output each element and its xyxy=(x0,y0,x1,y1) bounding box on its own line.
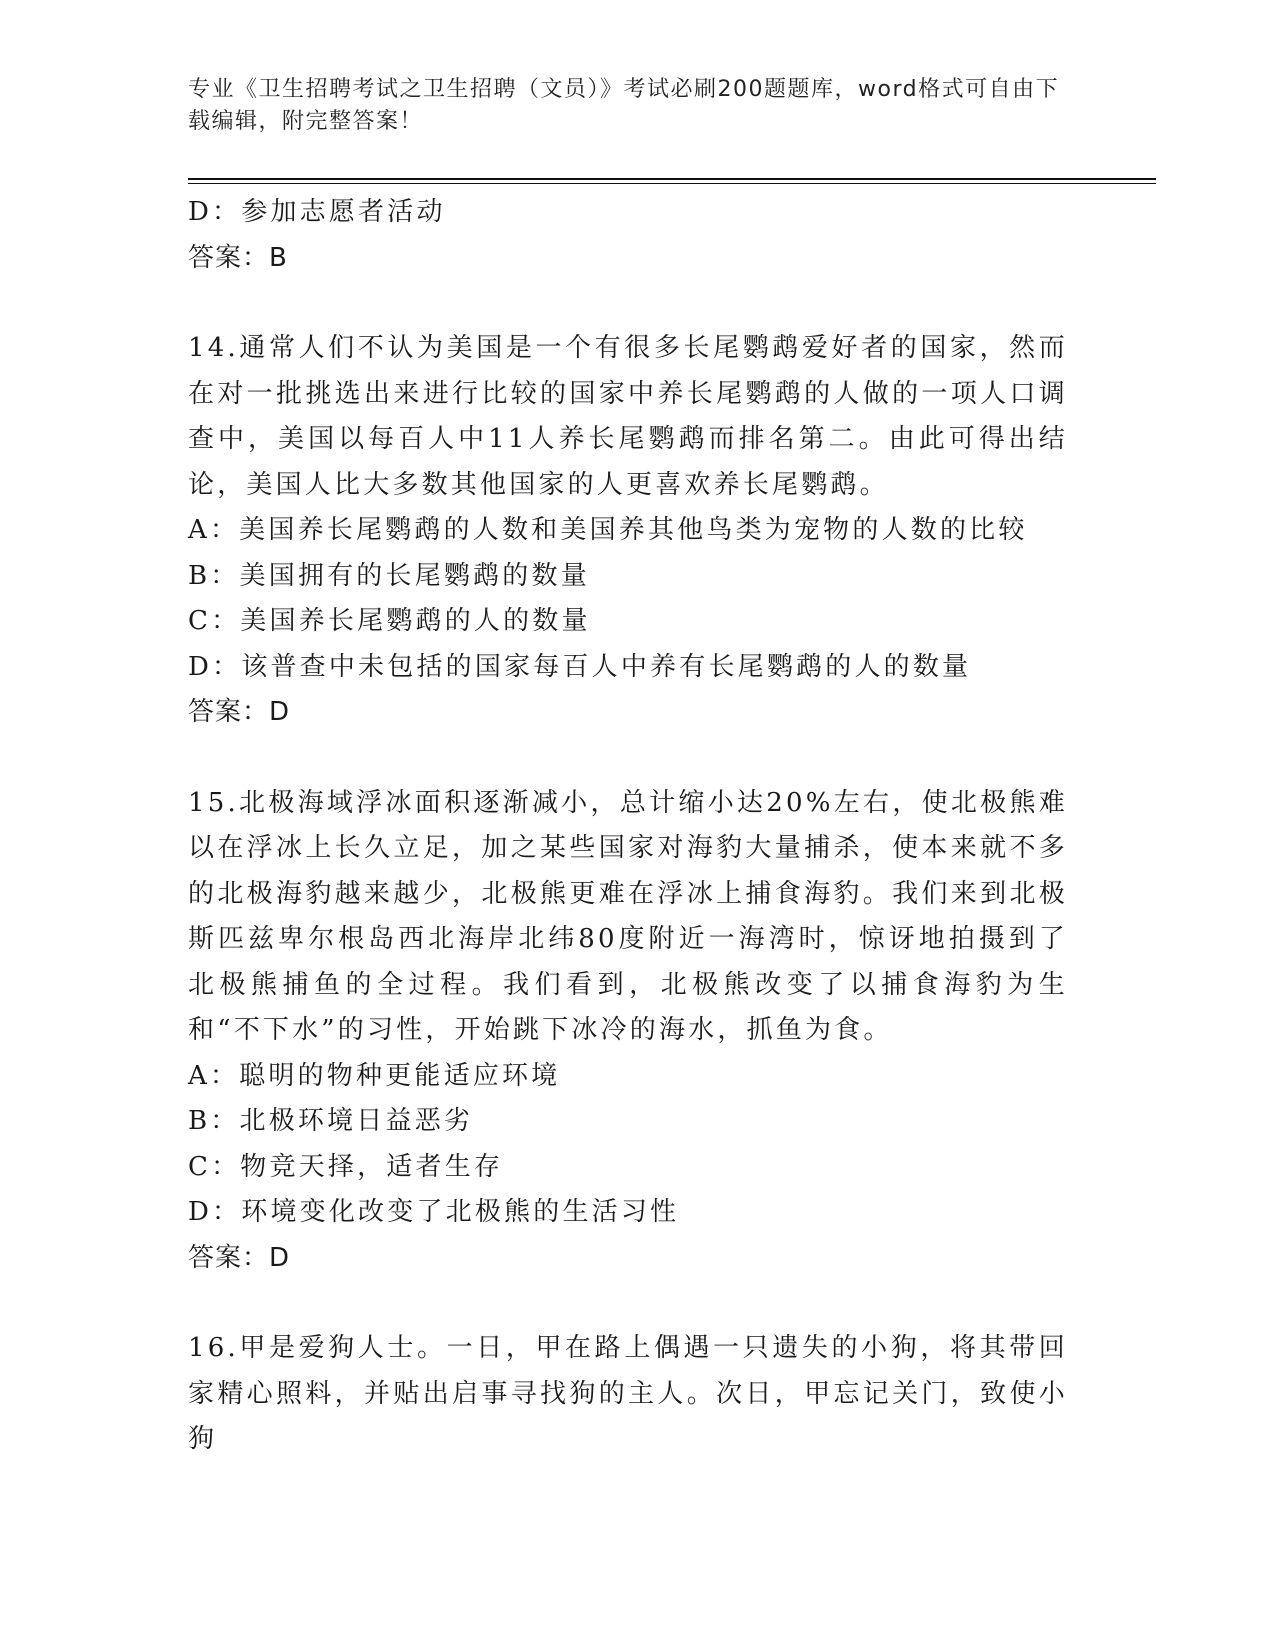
q16-stem: 16.甲是爱狗人士。一日，甲在路上偶遇一只遗失的小狗，将其带回家精心照料，并贴出启事寻找狗的主人。次日，甲忘记关门，致使小狗 xyxy=(188,1333,1068,1454)
q14-option-d: D：该普查中未包括的国家每百人中养有长尾鹦鹉的人的数量 xyxy=(188,651,972,682)
header-divider-thin xyxy=(188,183,1156,184)
q15-answer: 答案：D xyxy=(188,1242,291,1273)
q15-option-d: D：环境变化改变了北极熊的生活习性 xyxy=(188,1197,680,1227)
spacer xyxy=(188,1281,1068,1326)
spacer xyxy=(188,736,1068,781)
spacer xyxy=(188,281,1068,326)
q13-answer: 答案：B xyxy=(188,242,288,273)
question-content xyxy=(188,190,1068,1463)
q15-stem: 15.北极海域浮冰面积逐渐减小，总计缩小达20%左右，使北极熊难以在浮冰上长久立足，加之某些国家对海豹大量捕杀，使本来就不多的北极海豹越来越少，北极熊更难在浮冰上捕食海豹。我们来到北极斯匹兹卑尔根岛西北海岸北纬80度附近一海湾时，惊讶地拍摄到了北极熊捕鱼的全过程。我们看到，北极熊改变了以捕食海豹为生和“不下水”的习性，开始跳下冰冷的海水，抓鱼为食。 xyxy=(188,787,1068,1045)
question-14 xyxy=(188,326,1068,736)
q14-option-a: A：美国养长尾鹦鹉的人数和美国养其他鸟类为宠物的人数的比较 xyxy=(188,515,1028,545)
question-13-tail xyxy=(188,190,1068,281)
header-divider-thick xyxy=(188,178,1156,180)
q15-option-c: C：物竞天择，适者生存 xyxy=(188,1151,504,1182)
q14-stem: 14.通常人们不认为美国是一个有很多长尾鹦鹉爱好者的国家，然而在对一批挑选出来进行比较的国家中养长尾鹦鹉的人做的一项人口调查中，美国以每百人中11人养长尾鹦鹉而排名第二。由此可得出结论，美国人比大多数其他国家的人更喜欢养长尾鹦鹉。 xyxy=(188,333,1068,500)
q14-answer: 答案：D xyxy=(188,697,291,727)
q13-option-d: D：参加志愿者活动 xyxy=(188,197,446,227)
q14-option-b: B：美国拥有的长尾鹦鹉的数量 xyxy=(188,560,590,591)
page-header: 专业《卫生招聘考试之卫生招聘（文员）》考试必刷200题题库，word格式可自由下载编辑，附完整答案！ xyxy=(188,77,1060,134)
q15-option-a: A：聪明的物种更能适应环境 xyxy=(188,1060,561,1091)
question-16 xyxy=(188,1326,1068,1463)
q15-option-b: B：北极环境日益恶劣 xyxy=(188,1106,474,1136)
question-15 xyxy=(188,781,1068,1282)
q14-option-c: C：美国养长尾鹦鹉的人的数量 xyxy=(188,606,591,636)
